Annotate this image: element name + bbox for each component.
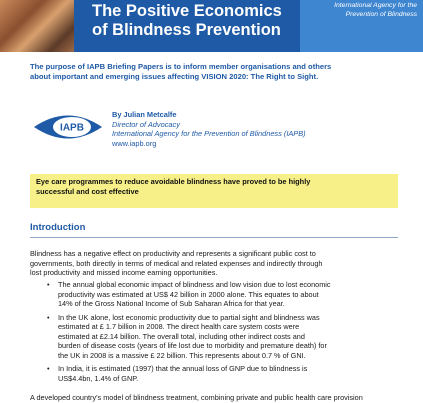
bullet-line: estimated at £2.14 billion. The overall total, including other indirect costs and [58, 331, 305, 341]
bullet-line: The annual global economic impact of blindness and low vision due to lost economic [58, 280, 331, 289]
intro-line-2: governments, both directly in terms of medical and related expenses and indirectly through [30, 258, 323, 268]
bullet-line: estimated at £ 1.7 billion in 2008. The direct health care system costs were [58, 322, 300, 331]
iapb-logo [32, 110, 104, 144]
bullet-line: In India, it is estimated (1997) that the annual loss of GNP due to blindness is [58, 364, 308, 373]
bullet-line: the UK in 2008 is a massive £ 22 billion. This represents about 0.7 % of GNI. [58, 350, 306, 360]
bullet-symbol: • [47, 312, 50, 322]
introduction-paragraph [30, 249, 398, 278]
agency-line-1: International Agency for the [334, 2, 417, 9]
introduction-heading: Introduction [30, 222, 398, 238]
bullet-item [30, 313, 398, 361]
header-banner [0, 0, 423, 52]
cutoff-text-line: A developed country's model of blindness treatment, combining private and public health care provision [30, 393, 363, 402]
bullet-line: US$4.4bn, 1.4% of GNP. [58, 373, 139, 383]
header-photo [0, 0, 74, 52]
author-name: By Julian Metcalfe [112, 110, 177, 119]
bullet-symbol: • [47, 280, 50, 289]
bullet-symbol: • [47, 364, 50, 373]
highlight-line-2: successful and cost effective [36, 186, 139, 196]
title-line-1: The Positive Economics [92, 2, 282, 20]
bullet-line: In the UK alone, lost economic productivity due to partial sight and blindness was [58, 312, 320, 322]
document-title [92, 2, 292, 40]
author-website: www.iapb.org [112, 138, 157, 148]
highlight-line-1: Eye care programmes to reduce avoidable blindness have proved to be highly [36, 177, 311, 186]
purpose-line-2: about important and emerging issues affecting VISION 2020: The Right to Sight. [30, 72, 319, 81]
bullet-list [30, 280, 398, 387]
agency-name-box [300, 0, 423, 52]
bullet-item [30, 364, 398, 383]
highlight-box [30, 174, 398, 208]
bullet-line: productivity was estimated at US$ 42 billion in 2000 alone. This equates to about [58, 289, 319, 299]
bullet-line: 14% of the Gross National Income of Sub Saharan Africa for that year. [58, 299, 285, 308]
agency-line-2: Prevention of Blindness [345, 10, 417, 18]
intro-line-1: Blindness has a negative effect on productivity and represents a significant public cost to [30, 249, 316, 258]
title-line-2: of Blindness Prevention [92, 21, 281, 39]
intro-line-3: lost productivity and missed income earning opportunities. [30, 268, 218, 277]
author-block [112, 110, 412, 148]
author-role: Director of Advocacy [112, 119, 180, 129]
author-organisation: International Agency for the Prevention of Blindness (IAPB) [112, 129, 306, 139]
logo-text: IAPB [60, 122, 84, 134]
purpose-statement [30, 62, 398, 82]
bullet-item [30, 280, 398, 309]
bullet-line: burden of disease costs (years of life lost due to morbidity and premature death) for [58, 341, 327, 350]
purpose-line-1: The purpose of IAPB Briefing Papers is to inform member organisations and others [30, 62, 332, 71]
